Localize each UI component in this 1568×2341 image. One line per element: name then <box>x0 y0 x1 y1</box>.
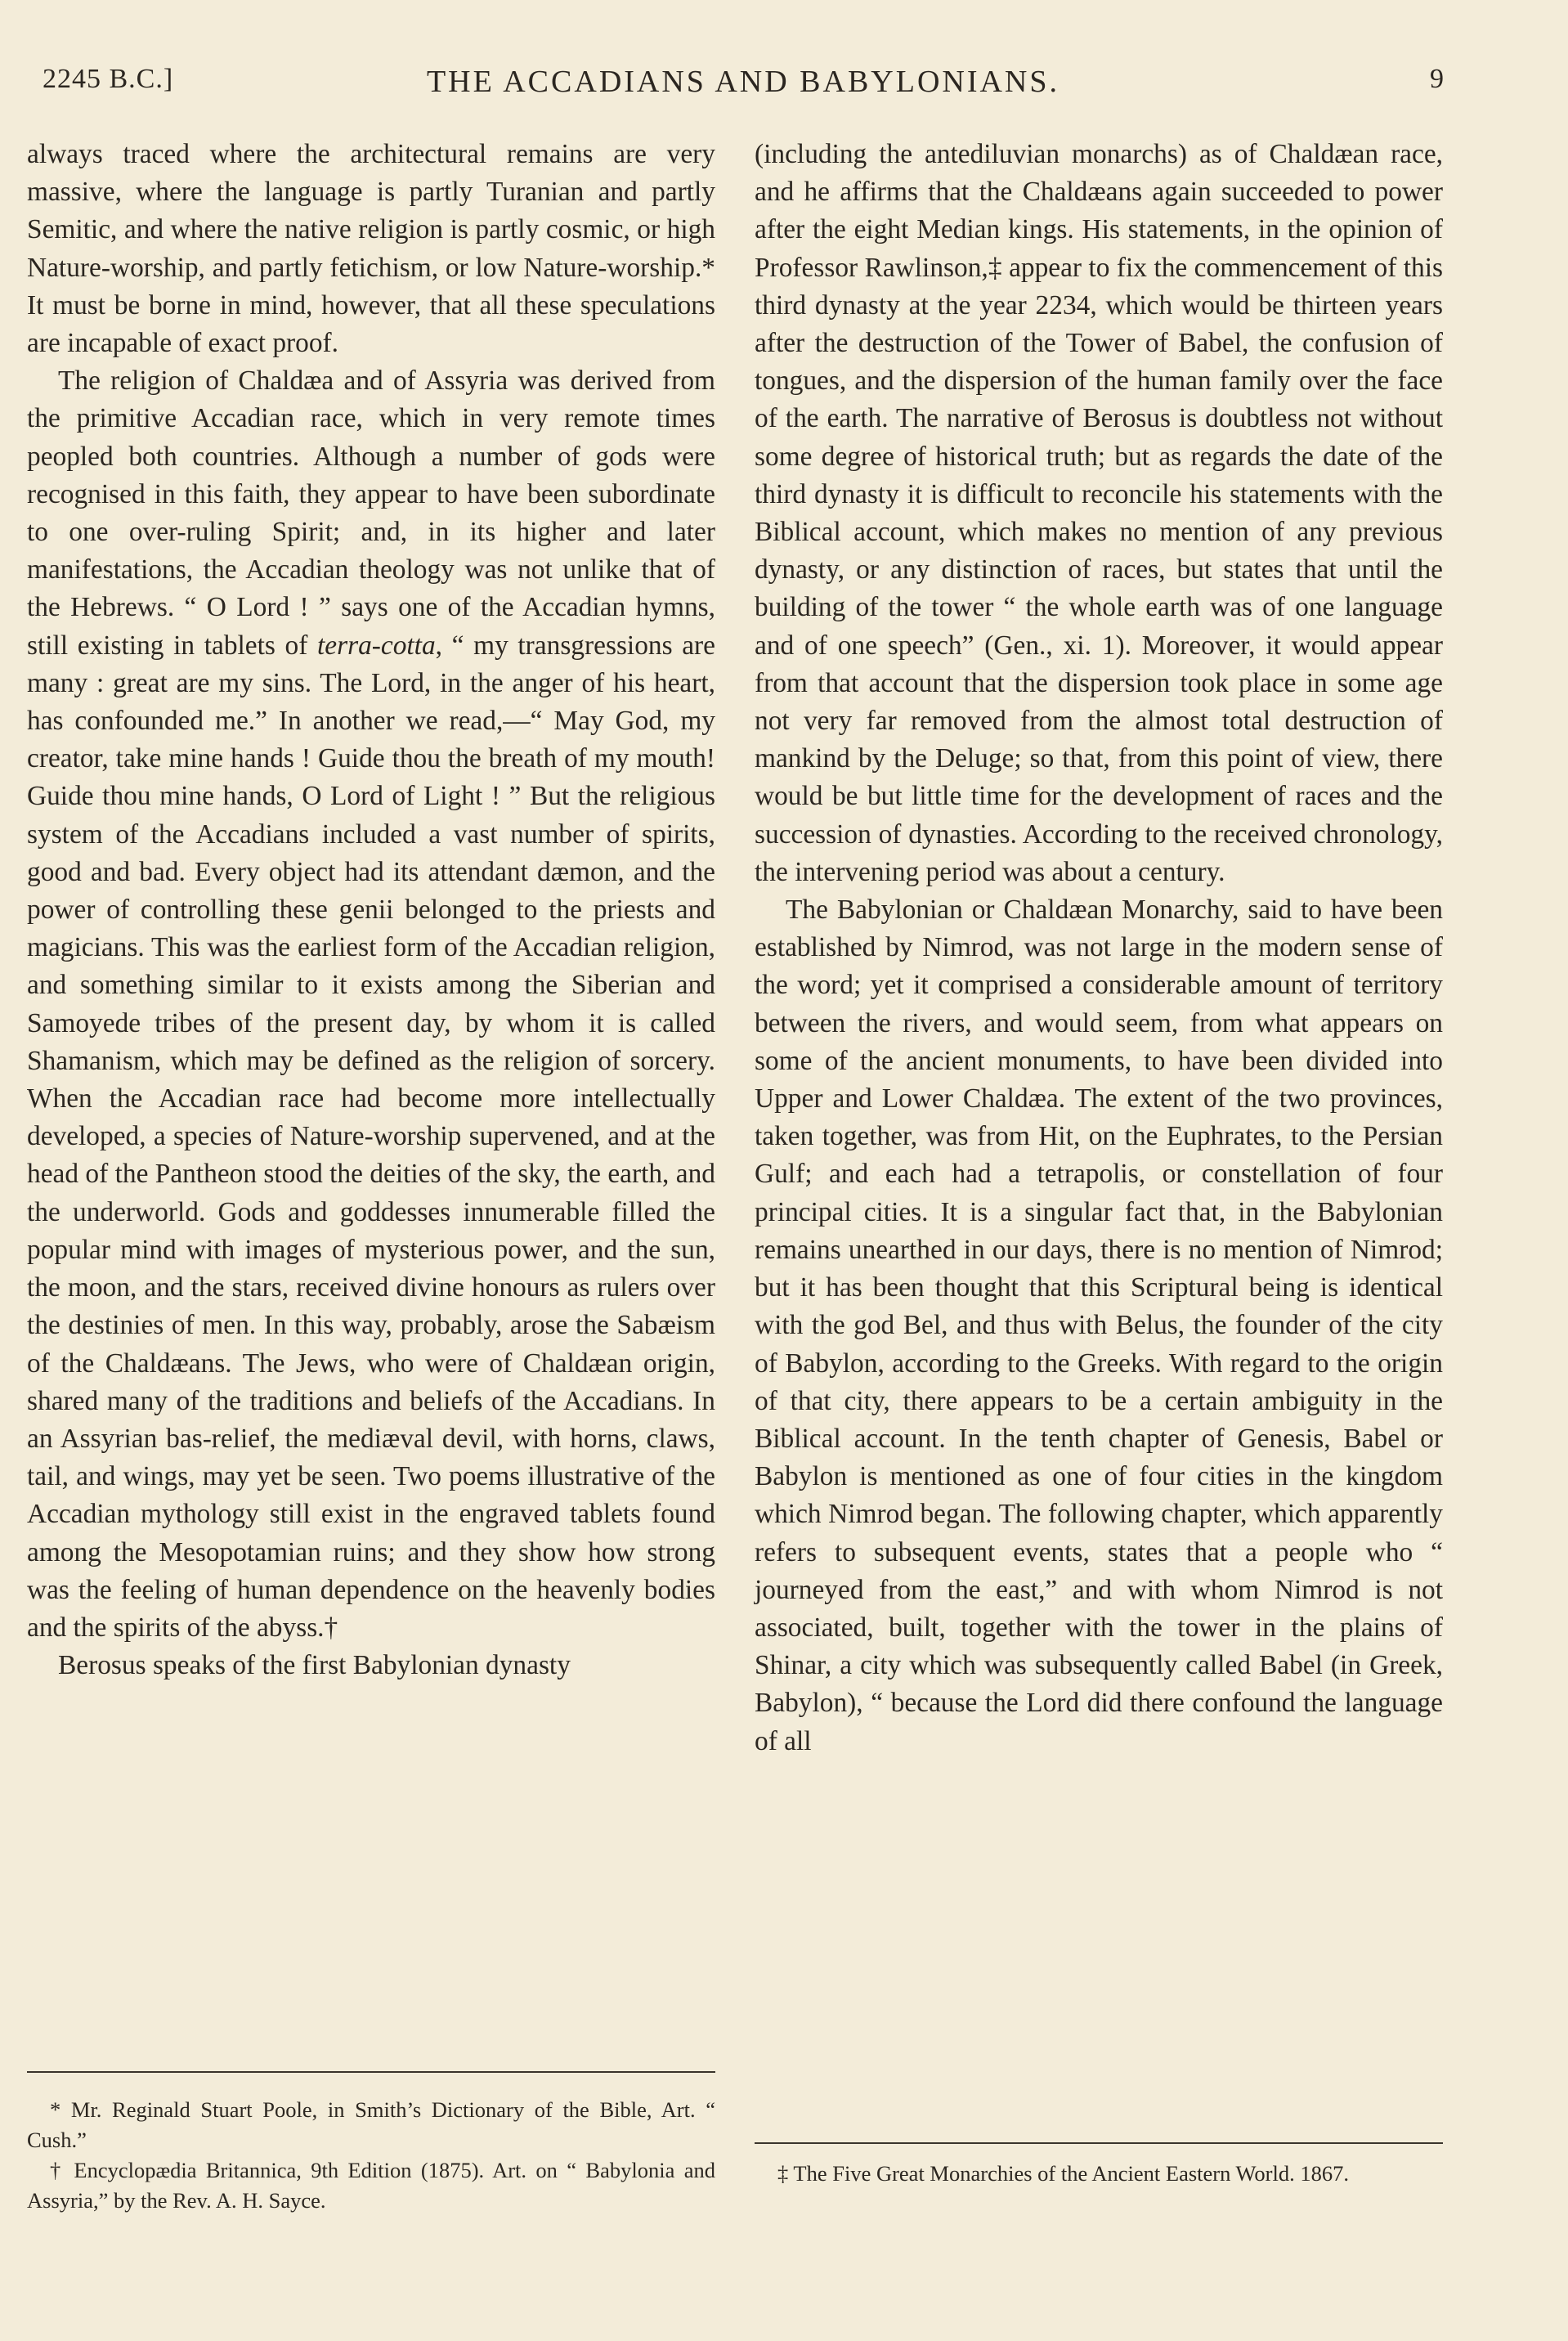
left-column <box>27 136 715 1684</box>
right-paragraph-2: The Babylonian or Chaldæan Monarchy, said to have been established by Nimrod, was not large in the modern sense of the word; yet it comprised a considerable amount of territory between the rivers, and would seem, from what appears on some of the ancient monuments, to have been divided into Upper and Lower Chaldæa. The extent of the two provinces, taken together, was from Hit, on the Euphrates, to the Persian Gulf; and each had a tetrapolis, or constellation of four principal cities. It is a singular fact that, in the Babylonian remains unearthed in our days, there is no mention of Nimrod; but it has been thought that this Scriptural being is identical with the god Bel, and thus with Belus, the founder of the city of Babylon, according to the Greeks. With regard to the origin of that city, there appears to be a certain ambiguity in the Biblical account. In the tenth chapter of Genesis, Babel or Babylon is mentioned as one of four cities in the kingdom which Nimrod began. The following chapter, which apparently refers to subsequent events, states that a people who “ journeyed from the east,” and with whom Nimrod is not associated, built, together with the tower in the plains of Shinar, a city which was subsequently called Babel (in Greek, Babylon), “ because the Lord did there confound the language of all <box>755 895 1443 1756</box>
right-paragraph-1: (including the antediluvian monarchs) as of Chaldæan race, and he affirms that the Chaldæans again succeeded to power after the eight Median kings. His statements, in the opinion of Professor Rawlinson,‡ appear to fix the commencement of this third dynasty at the year 2234, which would be thirteen years after the destruction of the Tower of Babel, the confusion of tongues, and the dispersion of the human family over the face of the earth. The narrative of Berosus is doubtless not without some degree of historical truth; but as regards the date of the third dynasty it is difficult to reconcile his statements with the Biblical account, which makes no mention of any previous dynasty, or any distinction of races, but states that until the building of the tower “ the whole earth was of one language and of one speech” (Gen., xi. 1). Moreover, it would appear from that account that the dispersion took place in some age not very far removed from the almost total destruction of mankind by the Deluge; so that, from this point of view, there would be but little time for the development of races and the succession of dynasties. According to the received chronology, the intervening period was about a century. <box>755 139 1443 887</box>
footnote-asterisk: * Mr. Reginald Stuart Poole, in Smith’s Dictionary of the Bible, Art. “ Cush.” <box>27 2097 715 2152</box>
left-paragraph-2 <box>27 362 715 1647</box>
page-number: 9 <box>1430 64 1444 94</box>
left-paragraph-2-part-a: The religion of Chaldæa and of Assyria was derived from the primitive Accadian race, which in very remote times peopled both countries. Although a number of gods were recognised in this faith, they appear to have been subordinate to one over-ruling Spirit; and, in its higher and later manifestations, the Accadian theology was not unlike that of the Hebrews. “ O Lord ! ” says one of the Accadian hymns, still existing in tablets of <box>27 366 715 661</box>
footnotes-right <box>755 2159 1443 2189</box>
footnote-dagger: † Encyclopædia Britannica, 9th Edition (1875). Art. on “ Babylonia and Assyria,” by the Rev. A. H. Sayce. <box>27 2158 715 2213</box>
left-paragraph-3: Berosus speaks of the first Babylonian dynasty <box>58 1650 571 1681</box>
left-paragraph-1: always traced where the architectural remains are very massive, where the language is partly Turanian and partly Semitic, and where the native religion is partly cosmic, or high Nature-worship, and partly fetichism, or low Nature-worship.* It must be borne in mind, however, that all these speculations are incapable of exact proof. <box>27 139 715 359</box>
left-paragraph-2-part-b: , “ my transgressions are many : great are my sins. The Lord, in the anger of his heart, has confounded me.” In another we read,—“ May God, my creator, take mine hands ! Guide thou the breath of my mouth! Guide thou mine hands, O Lord of Light ! ” But the religious system of the Accadians included a vast number of spirits, good and bad. Every object had its attendant dæmon, and the power of controlling these genii belonged to the priests and magicians. This was the earliest form of the Accadian religion, and something similar to it exists among the Siberian and Samoyede tribes of the present day, by whom it is called Shamanism, which may be defined as the religion of sorcery. When the Accadian race had become more intellectually developed, a species of Nature-worship supervened, and at the head of the Pantheon stood the deities of the sky, the earth, and the underworld. Gods and goddesses innumerable filled the popular mind with images of mysterious power, and the sun, the moon, and the stars, received divine honours as rulers over the destinies of men. In this way, probably, arose the Sabæism of the Chaldæans. The Jews, who were of Chaldæan origin, shared many of the traditions and beliefs of the Accadians. In an Assyrian bas-relief, the mediæval devil, with horns, claws, tail, and wings, may yet be seen. Two poems illustrative of the Accadian mythology still exist in the engraved tablets found among the Mesopotamian ruins; and they show how strong was the feeling of human dependence on the heavenly bodies and the spirits of the abyss.† <box>27 630 715 1643</box>
footnote-divider-left <box>27 2071 715 2073</box>
footnote-divider-right <box>755 2142 1443 2144</box>
header-date: 2245 B.C.] <box>43 64 174 94</box>
terra-cotta-italic: terra-cotta <box>316 630 436 661</box>
right-column <box>755 136 1443 1760</box>
running-head <box>43 64 1444 105</box>
page-title: THE ACCADIANS AND BABYLONIANS. <box>426 65 1060 99</box>
footnotes-left <box>27 2095 715 2216</box>
footnote-double-dagger: ‡ The Five Great Monarchies of the Ancient Eastern World. 1867. <box>777 2161 1349 2186</box>
